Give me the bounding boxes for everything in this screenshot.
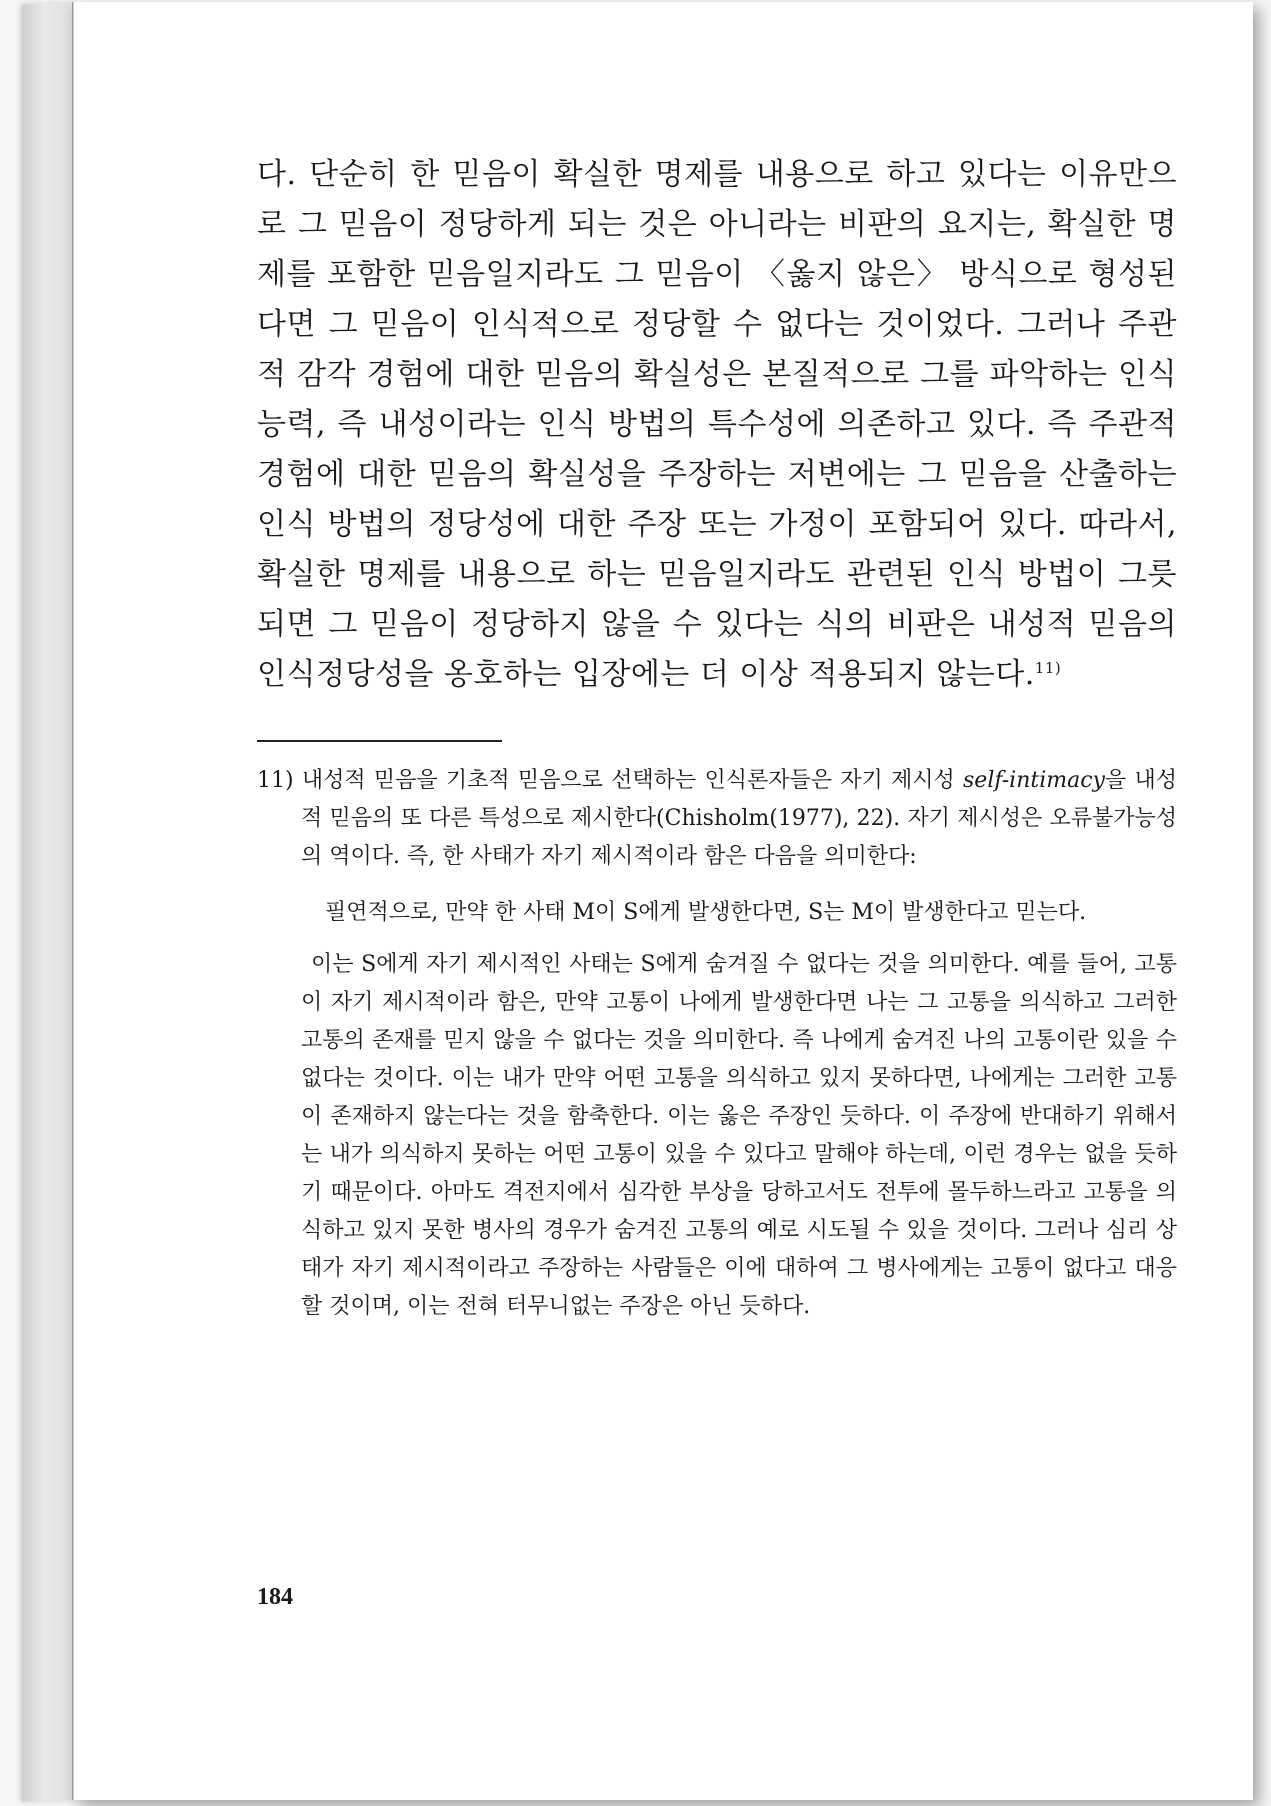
- book-page: [72, 2, 1253, 1800]
- footnote-text-a: 내성적 믿음을 기초적 믿음으로 선택하는 인식론자들은 자기 제시성: [301, 768, 964, 793]
- footnote-number: 11): [257, 768, 294, 793]
- body-paragraph: [257, 150, 1177, 700]
- footnote-term: self-intimacy: [963, 768, 1105, 793]
- page-content: [257, 150, 1177, 1326]
- footnote-text-b: 을 내성적 믿음의 또 다른 특성으로 제시한다(Chisholm(1977), 22). 자기 제시성은 오류불가능성의 역이다. 즉, 한 사태가 자기 제시적이라 함은 다음을 의미한다:: [301, 768, 1177, 869]
- footnote-paragraph: 이는 S에게 자기 제시적인 사태는 S에게 숨겨질 수 없다는 것을 의미한다. 예를 들어, 고통이 자기 제시적이라 함은, 만약 고통이 나에게 발생한다면 나는 그 고통을 의식하고 그러한 고통의 존재를 믿지 않을 수 없다는 것을 의미한다. 즉 나에게 숨겨진 나의 고통이란 있을 수 없다는 것이다. 이는 내가 만약 어떤 고통을 의식하고 있지 못하다면, 나에게는 그러한 고통이 존재하지 않는다는 것을 함축한다. 이는 옳은 주장인 듯하다. 이 주장에 반대하기 위해서는 내가 의식하지 못하는 어떤 고통이 있을 수 있다고 말해야 하는데, 이런 경우는 없을 듯하기 때문이다. 아마도 격전지에서 심각한 부상을 당하고서도 전투에 몰두하느라고 고통을 의식하고 있지 못한 병사의 경우가 숨겨진 고통의 예로 시도될 수 있을 것이다. 그러나 심리 상태가 자기 제시적이라고 주장하는 사람들은 이에 대하여 그 병사에게는 고통이 없다고 대응할 것이며, 이는 전혀 터무니없는 주장은 아닌 듯하다.: [301, 952, 1177, 1319]
- footnote-quote: 필연적으로, 만약 한 사태 M이 S에게 발생한다면, S는 M이 발생한다고 믿는다.: [325, 900, 1087, 925]
- footnote-reference[interactable]: 11): [1034, 659, 1062, 677]
- book-spine: [22, 2, 79, 1802]
- footnote-divider: [257, 740, 502, 742]
- body-paragraph-text: 다. 단순히 한 믿음이 확실한 명제를 내용으로 하고 있다는 이유만으로 그 믿음이 정당하게 되는 것은 아니라는 비판의 요지는, 확실한 명제를 포함한 믿음일지라도 그 믿음이 〈옳지 않은〉 방식으로 형성된다면 그 믿음이 인식적으로 정당할 수 없다는 것이었다. 그러나 주관적 감각 경험에 대한 믿음의 확실성은 본질적으로 그를 파악하는 인식 능력, 즉 내성이라는 인식 방법의 특수성에 의존하고 있다. 즉 주관적 경험에 대한 믿음의 확실성을 주장하는 저변에는 그 믿음을 산출하는 인식 방법의 정당성에 대한 주장 또는 가정이 포함되어 있다. 따라서, 확실한 명제를 내용으로 하는 믿음일지라도 관련된 인식 방법이 그릇되면 그 믿음이 정당하지 않을 수 있다는 식의 비판은 내성적 믿음의 인식정당성을 옹호하는 입장에는 더 이상 적용되지 않는다.: [257, 157, 1177, 692]
- footnote-intro: [257, 762, 1177, 876]
- page-number: 184: [257, 1584, 293, 1610]
- footnote-11: [257, 762, 1177, 1326]
